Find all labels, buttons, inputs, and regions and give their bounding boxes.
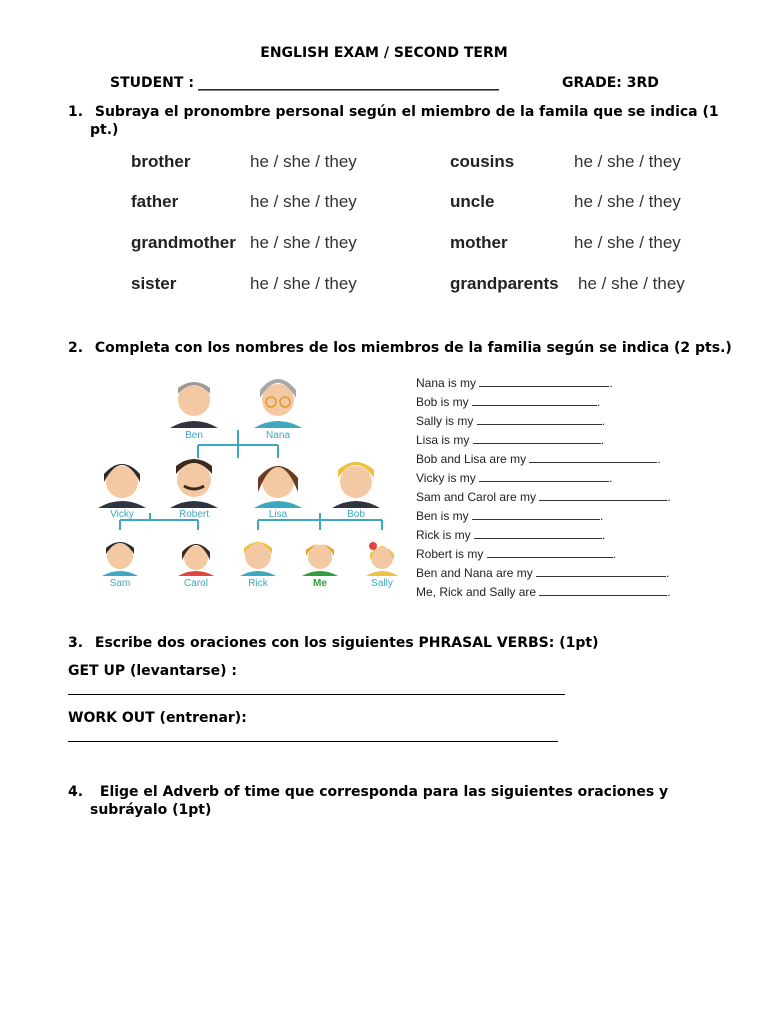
sentence-text: Bob is my <box>416 395 469 409</box>
pronoun-options[interactable]: he / she / they <box>250 274 357 293</box>
sentence-text: Rick is my <box>416 528 471 542</box>
pronoun-options[interactable]: he / she / they <box>574 233 681 252</box>
sentence-text: Me, Rick and Sally are <box>416 585 537 599</box>
pronoun-word: uncle <box>450 192 495 211</box>
sam-figure <box>102 542 138 576</box>
pronoun-word: mother <box>450 233 508 252</box>
robert-figure <box>170 459 218 508</box>
student-name-blank[interactable]: ___________________________________________ <box>198 75 499 91</box>
name-label-sally: Sally <box>371 578 393 589</box>
pronoun-options[interactable]: he / she / they <box>578 274 685 293</box>
answer-blank[interactable] <box>473 432 601 444</box>
sentence-text: Sally is my <box>416 414 474 428</box>
name-label-bob: Bob <box>347 509 365 520</box>
nana-figure <box>254 379 302 428</box>
question-4 <box>68 783 758 801</box>
pronoun-word: father <box>131 192 179 211</box>
fill-sentence: Robert is my . <box>416 547 617 561</box>
name-label-vicky: Vicky <box>110 509 134 520</box>
fill-sentence: Bob and Lisa are my . <box>416 452 661 466</box>
sentence-text: Ben and Nana are my <box>416 566 533 580</box>
vicky-figure <box>98 464 146 508</box>
question-3-text: Escribe dos oraciones con los siguientes PHRASAL VERBS: (1pt) <box>94 635 599 651</box>
pronoun-word: grandmother <box>131 233 236 252</box>
pronoun-options[interactable]: he / she / they <box>574 192 681 211</box>
answer-line-get-up[interactable] <box>68 694 565 695</box>
fill-sentence: Sam and Carol are my . <box>416 490 671 504</box>
fill-sentence: Nana is my . <box>416 376 613 390</box>
fill-sentence: Bob is my . <box>416 395 601 409</box>
question-4-number: 4. <box>68 784 84 800</box>
sentence-text: Lisa is my <box>416 433 470 447</box>
fill-sentence: Vicky is my . <box>416 471 613 485</box>
name-label-robert: Robert <box>178 509 209 520</box>
answer-blank[interactable] <box>487 546 613 558</box>
exam-title: ENGLISH EXAM / SECOND TERM <box>260 45 508 61</box>
pronoun-word: brother <box>131 152 191 171</box>
sentence-text: Sam and Carol are my <box>416 490 537 504</box>
answer-blank[interactable] <box>472 508 600 520</box>
answer-blank[interactable] <box>536 565 666 577</box>
fill-sentence: Rick is my . <box>416 528 606 542</box>
bob-figure <box>332 462 380 508</box>
answer-blank[interactable] <box>477 413 602 425</box>
question-1-number: 1. <box>68 104 84 120</box>
fill-sentence: Me, Rick and Sally are . <box>416 585 671 599</box>
fill-sentence: Ben and Nana are my . <box>416 566 670 580</box>
answer-blank[interactable] <box>479 375 609 387</box>
sentence-text: Nana is my <box>416 376 477 390</box>
me-figure <box>302 544 338 576</box>
question-1 <box>68 103 748 121</box>
phrasal-verb-work-out: WORK OUT (entrenar): <box>68 710 247 726</box>
name-label-lisa: Lisa <box>268 509 288 520</box>
name-label-ben: Ben <box>185 430 203 441</box>
question-2-number: 2. <box>68 340 84 356</box>
pronoun-options[interactable]: he / she / they <box>250 152 357 171</box>
pronoun-word: cousins <box>450 152 515 171</box>
sally-figure <box>366 542 398 576</box>
question-1-text: Subraya el pronombre personal según el miembro de la famila que se indica (1 <box>94 104 719 120</box>
name-label-sam: Sam <box>109 578 131 589</box>
answer-line-work-out[interactable] <box>68 741 558 742</box>
pronoun-options[interactable]: he / she / they <box>250 192 357 211</box>
name-label-rick: Rick <box>248 578 268 589</box>
answer-blank[interactable] <box>529 451 657 463</box>
answer-blank[interactable] <box>479 470 609 482</box>
pronoun-options[interactable]: he / she / they <box>574 152 681 171</box>
name-label-nana: Nana <box>266 430 290 441</box>
sentence-text: Robert is my <box>416 547 484 561</box>
question-3-number: 3. <box>68 635 84 651</box>
rick-figure <box>240 542 276 576</box>
ben-figure <box>170 382 218 428</box>
name-label-me: Me <box>313 578 327 589</box>
answer-blank[interactable] <box>539 584 667 596</box>
student-label: STUDENT : <box>110 75 194 91</box>
question-1-text-cont: pt.) <box>90 122 119 138</box>
sentence-text: Bob and Lisa are my <box>416 452 527 466</box>
answer-blank[interactable] <box>474 527 602 539</box>
phrasal-verb-get-up: GET UP (levantarse) : <box>68 663 237 679</box>
answer-blank[interactable] <box>472 394 597 406</box>
pronoun-word: grandparents <box>450 274 559 293</box>
carol-figure <box>178 544 214 576</box>
question-4-text: Elige el Adverb of time que corresponda para las siguientes oraciones y <box>99 784 669 800</box>
pronoun-options[interactable]: he / she / they <box>250 233 357 252</box>
name-label-carol: Carol <box>184 578 208 589</box>
answer-blank[interactable] <box>539 489 667 501</box>
fill-sentence: Ben is my . <box>416 509 604 523</box>
family-tree-illustration <box>90 370 410 595</box>
question-2-text: Completa con los nombres de los miembros de la familia según se indica (2 pts.) <box>94 340 732 356</box>
question-3 <box>68 634 758 652</box>
lisa-figure <box>254 466 302 508</box>
fill-sentence: Sally is my . <box>416 414 606 428</box>
question-2 <box>68 339 758 357</box>
question-4-text-cont: subráyalo (1pt) <box>90 802 212 818</box>
sentence-text: Ben is my <box>416 509 469 523</box>
sentence-text: Vicky is my <box>416 471 476 485</box>
pronoun-word: sister <box>131 274 177 293</box>
fill-sentence: Lisa is my . <box>416 433 605 447</box>
grade-label: GRADE: 3RD <box>562 75 659 91</box>
